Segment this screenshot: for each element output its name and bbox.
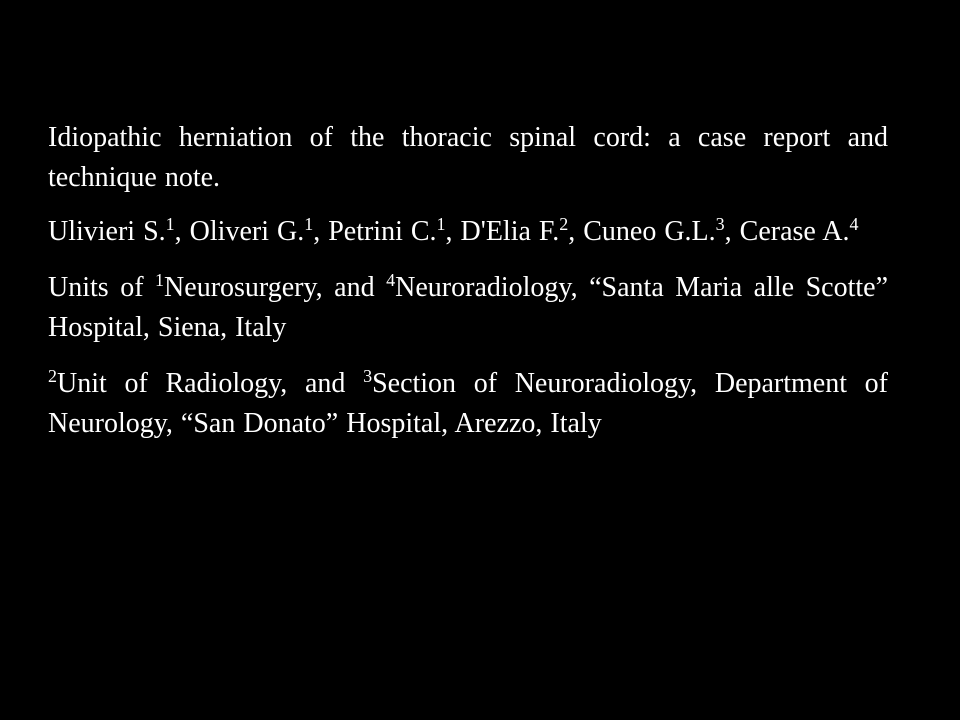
author-list: [48, 212, 888, 252]
author-name: Ulivieri S.: [48, 216, 166, 247]
paper-title: Idiopathic herniation of the thoracic spinal cord: a case report and technique note.: [48, 122, 888, 193]
author-name: Cerase A.: [739, 216, 850, 247]
author-separator: ,: [445, 216, 461, 247]
affiliation-mark: 2: [48, 366, 57, 387]
author-affiliation-mark: 4: [849, 214, 859, 235]
affiliation-mark: 3: [363, 366, 373, 387]
slide-content: [48, 118, 888, 456]
affiliation-arezzo: [48, 364, 888, 444]
affiliation-prefix: Units of: [48, 272, 156, 303]
author-affiliation-mark: 1: [436, 214, 446, 235]
affiliation-unit: Section of Neuroradiology, Department of Neurology, “San Donato” Hospital, Arezzo, Italy: [48, 368, 889, 439]
author-affiliation-mark: 1: [304, 214, 314, 235]
affiliation-mark: 1: [155, 270, 165, 291]
author-separator: ,: [313, 216, 329, 247]
affiliation-mark: 4: [386, 270, 396, 291]
author-name: Petrini C.: [328, 216, 437, 247]
author-separator: ,: [174, 216, 190, 247]
author-name: Oliveri G.: [189, 216, 305, 247]
author-affiliation-mark: 1: [165, 214, 175, 235]
author-separator: ,: [568, 216, 584, 247]
author-name: D'Elia F.: [460, 216, 560, 247]
affiliation-unit: Neuroradiology, “Santa Maria alle Scotte” Hospital, Siena, Italy: [48, 272, 888, 343]
affiliation-unit: Unit of Radiology, and: [57, 368, 364, 399]
author-affiliation-mark: 2: [559, 214, 569, 235]
author-name: Cuneo G.L.: [583, 216, 716, 247]
author-separator: ,: [724, 216, 740, 247]
affiliation-unit: Neurosurgery, and: [164, 272, 387, 303]
affiliation-siena: [48, 268, 888, 348]
author-affiliation-mark: 3: [715, 214, 725, 235]
